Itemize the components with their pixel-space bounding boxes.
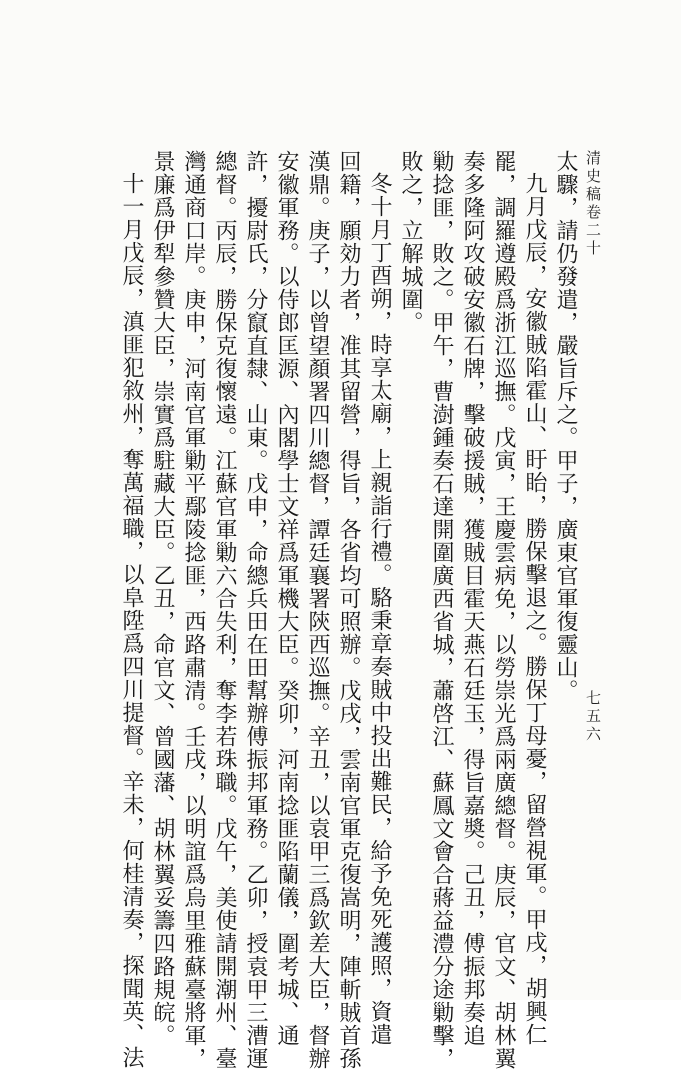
text-column: 景廉爲伊犁參贊大臣，崇實爲駐藏大臣。乙丑，命官文、曾國藩、胡林翼妥籌四路規皖。 — [150, 150, 175, 1047]
text-column: 罷，調羅遵殿爲浙江巡撫。戊寅，王慶雲病免，以勞崇光爲兩廣總督。庚辰，官文、胡林翼 — [491, 150, 516, 1070]
text-column: 奏多隆阿攻破安徽石牌，擊破援賊，獲賊目霍天燕石廷玉，得旨嘉奬。己丑，傅振邦奏追 — [460, 150, 485, 1047]
text-column: 許，擾尉氏，分竄直隸、山東。戊申，命總兵田在田幫辦傅振邦軍務。乙卯，授袁甲三漕運 — [243, 150, 268, 1070]
text-column: 回籍，願効力者，准其留營，得旨，各省均可照辦。戊戌，雲南官軍克復嵩明，陣斬賊首孫 — [336, 150, 361, 1070]
text-column: 冬十月丁酉朔，時享太廟，上親詣行禮。駱秉章奏賊中投出難民，給予免死護照，資遣 — [367, 172, 392, 1046]
text-column: 安徽軍務。以侍郎匡源、內閣學士文祥爲軍機大臣。癸卯，河南捻匪陷蘭儀，圍考城、通 — [274, 150, 299, 1047]
text-column: 九月戊辰，安徽賊陷霍山、盱眙，勝保擊退之。勝保丁母憂，留營視軍。甲戌，胡興仁 — [522, 172, 547, 1046]
text-column: 漢鼎。庚子，以曾望顏署四川總督，譚廷襄署陝西巡撫。辛丑，以袁甲三爲欽差大臣，督辦 — [305, 150, 330, 1070]
text-column: 灣通商口岸。庚申，河南官軍勦平鄢陵捻匪，西路肅清。壬戌，以明誼爲烏里雅蘇臺將軍， — [181, 150, 206, 1070]
text-column: 勦捻匪，敗之。甲午，曹澍鍾奏石達開圍廣西省城，蕭啓江、蘇鳳文會合蔣益澧分途勦擊， — [429, 150, 454, 1070]
text-column: 太驟，請仍發遣，嚴旨斥之。甲子，廣東官軍復靈山。 — [553, 150, 578, 702]
vertical-text-block — [116, 150, 581, 1070]
text-column: 十一月戊辰，滇匪犯敘州，奪萬福職，以阜陞爲四川提督。辛未，何桂清奏，探聞英、法 — [119, 172, 144, 1069]
text-column: 敗之，立解城圍。 — [398, 150, 423, 334]
running-head-title: 清史稿卷二十 — [584, 150, 602, 258]
text-column: 總督。丙辰，勝保克復懷遠。江蘇官軍勦六合失利，奪李若珠職。戊午，美使請開潮州、臺 — [212, 150, 237, 1070]
page-number: 七五六 — [584, 690, 602, 744]
